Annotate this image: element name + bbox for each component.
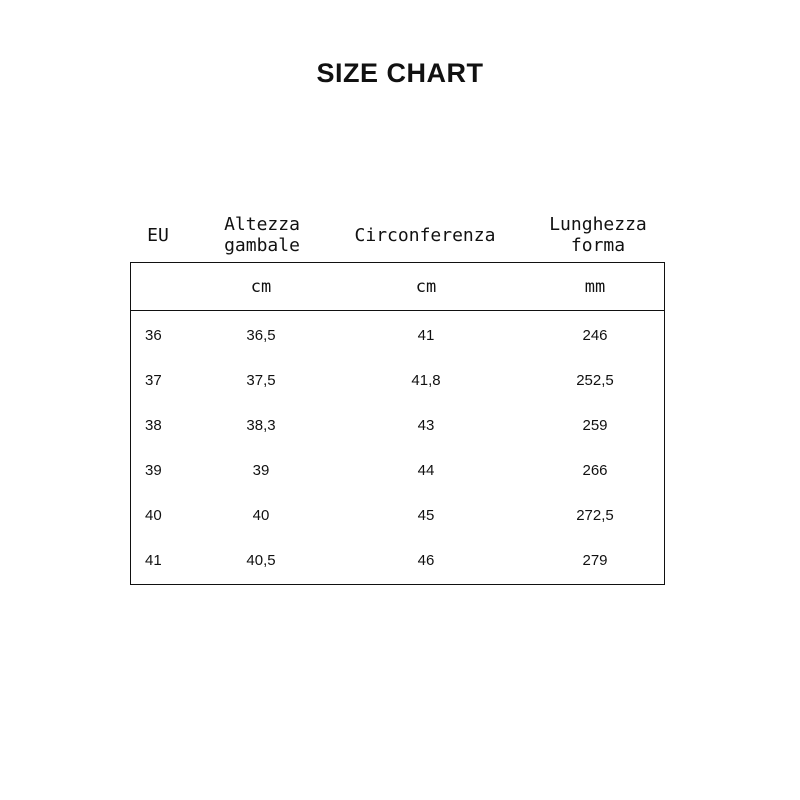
unit-circonferenza: cm	[415, 276, 437, 297]
cell-lunghezza: 259	[582, 417, 608, 434]
header-lunghezza-forma: Lunghezza forma	[549, 214, 647, 256]
cell-circonferenza: 41	[417, 327, 435, 344]
table-body	[131, 313, 664, 583]
cell-altezza: 40	[252, 507, 270, 524]
cell-circonferenza: 44	[417, 462, 435, 479]
table-row	[131, 448, 664, 493]
cell-eu: 40	[145, 507, 162, 524]
cell-altezza: 36,5	[246, 327, 276, 344]
table-row	[131, 538, 664, 583]
header-circonferenza: Circonferenza	[354, 224, 496, 246]
cell-lunghezza: 266	[582, 462, 608, 479]
unit-altezza: cm	[250, 276, 272, 297]
units-row	[131, 263, 664, 311]
cell-eu: 39	[145, 462, 162, 479]
unit-lunghezza: mm	[584, 276, 606, 297]
page-title: SIZE CHART	[316, 58, 484, 88]
cell-lunghezza: 279	[582, 552, 608, 569]
cell-eu: 36	[145, 327, 162, 344]
table-row	[131, 313, 664, 358]
cell-circonferenza: 45	[417, 507, 435, 524]
table-header-row	[0, 208, 800, 262]
cell-circonferenza: 43	[417, 417, 435, 434]
cell-eu: 37	[145, 372, 162, 389]
cell-circonferenza: 41,8	[411, 372, 441, 389]
cell-altezza: 37,5	[246, 372, 276, 389]
table-row	[131, 493, 664, 538]
cell-circonferenza: 46	[417, 552, 435, 569]
cell-lunghezza: 246	[582, 327, 608, 344]
table-row	[131, 358, 664, 403]
size-table	[130, 262, 665, 585]
cell-altezza: 39	[252, 462, 270, 479]
cell-altezza: 40,5	[246, 552, 276, 569]
cell-eu: 41	[145, 552, 162, 569]
cell-lunghezza: 252,5	[576, 372, 614, 389]
cell-altezza: 38,3	[246, 417, 276, 434]
cell-eu: 38	[145, 417, 162, 434]
cell-lunghezza: 272,5	[576, 507, 614, 524]
table-row	[131, 403, 664, 448]
header-eu: EU	[147, 224, 169, 246]
header-altezza-gambale: Altezza gambale	[224, 214, 300, 256]
